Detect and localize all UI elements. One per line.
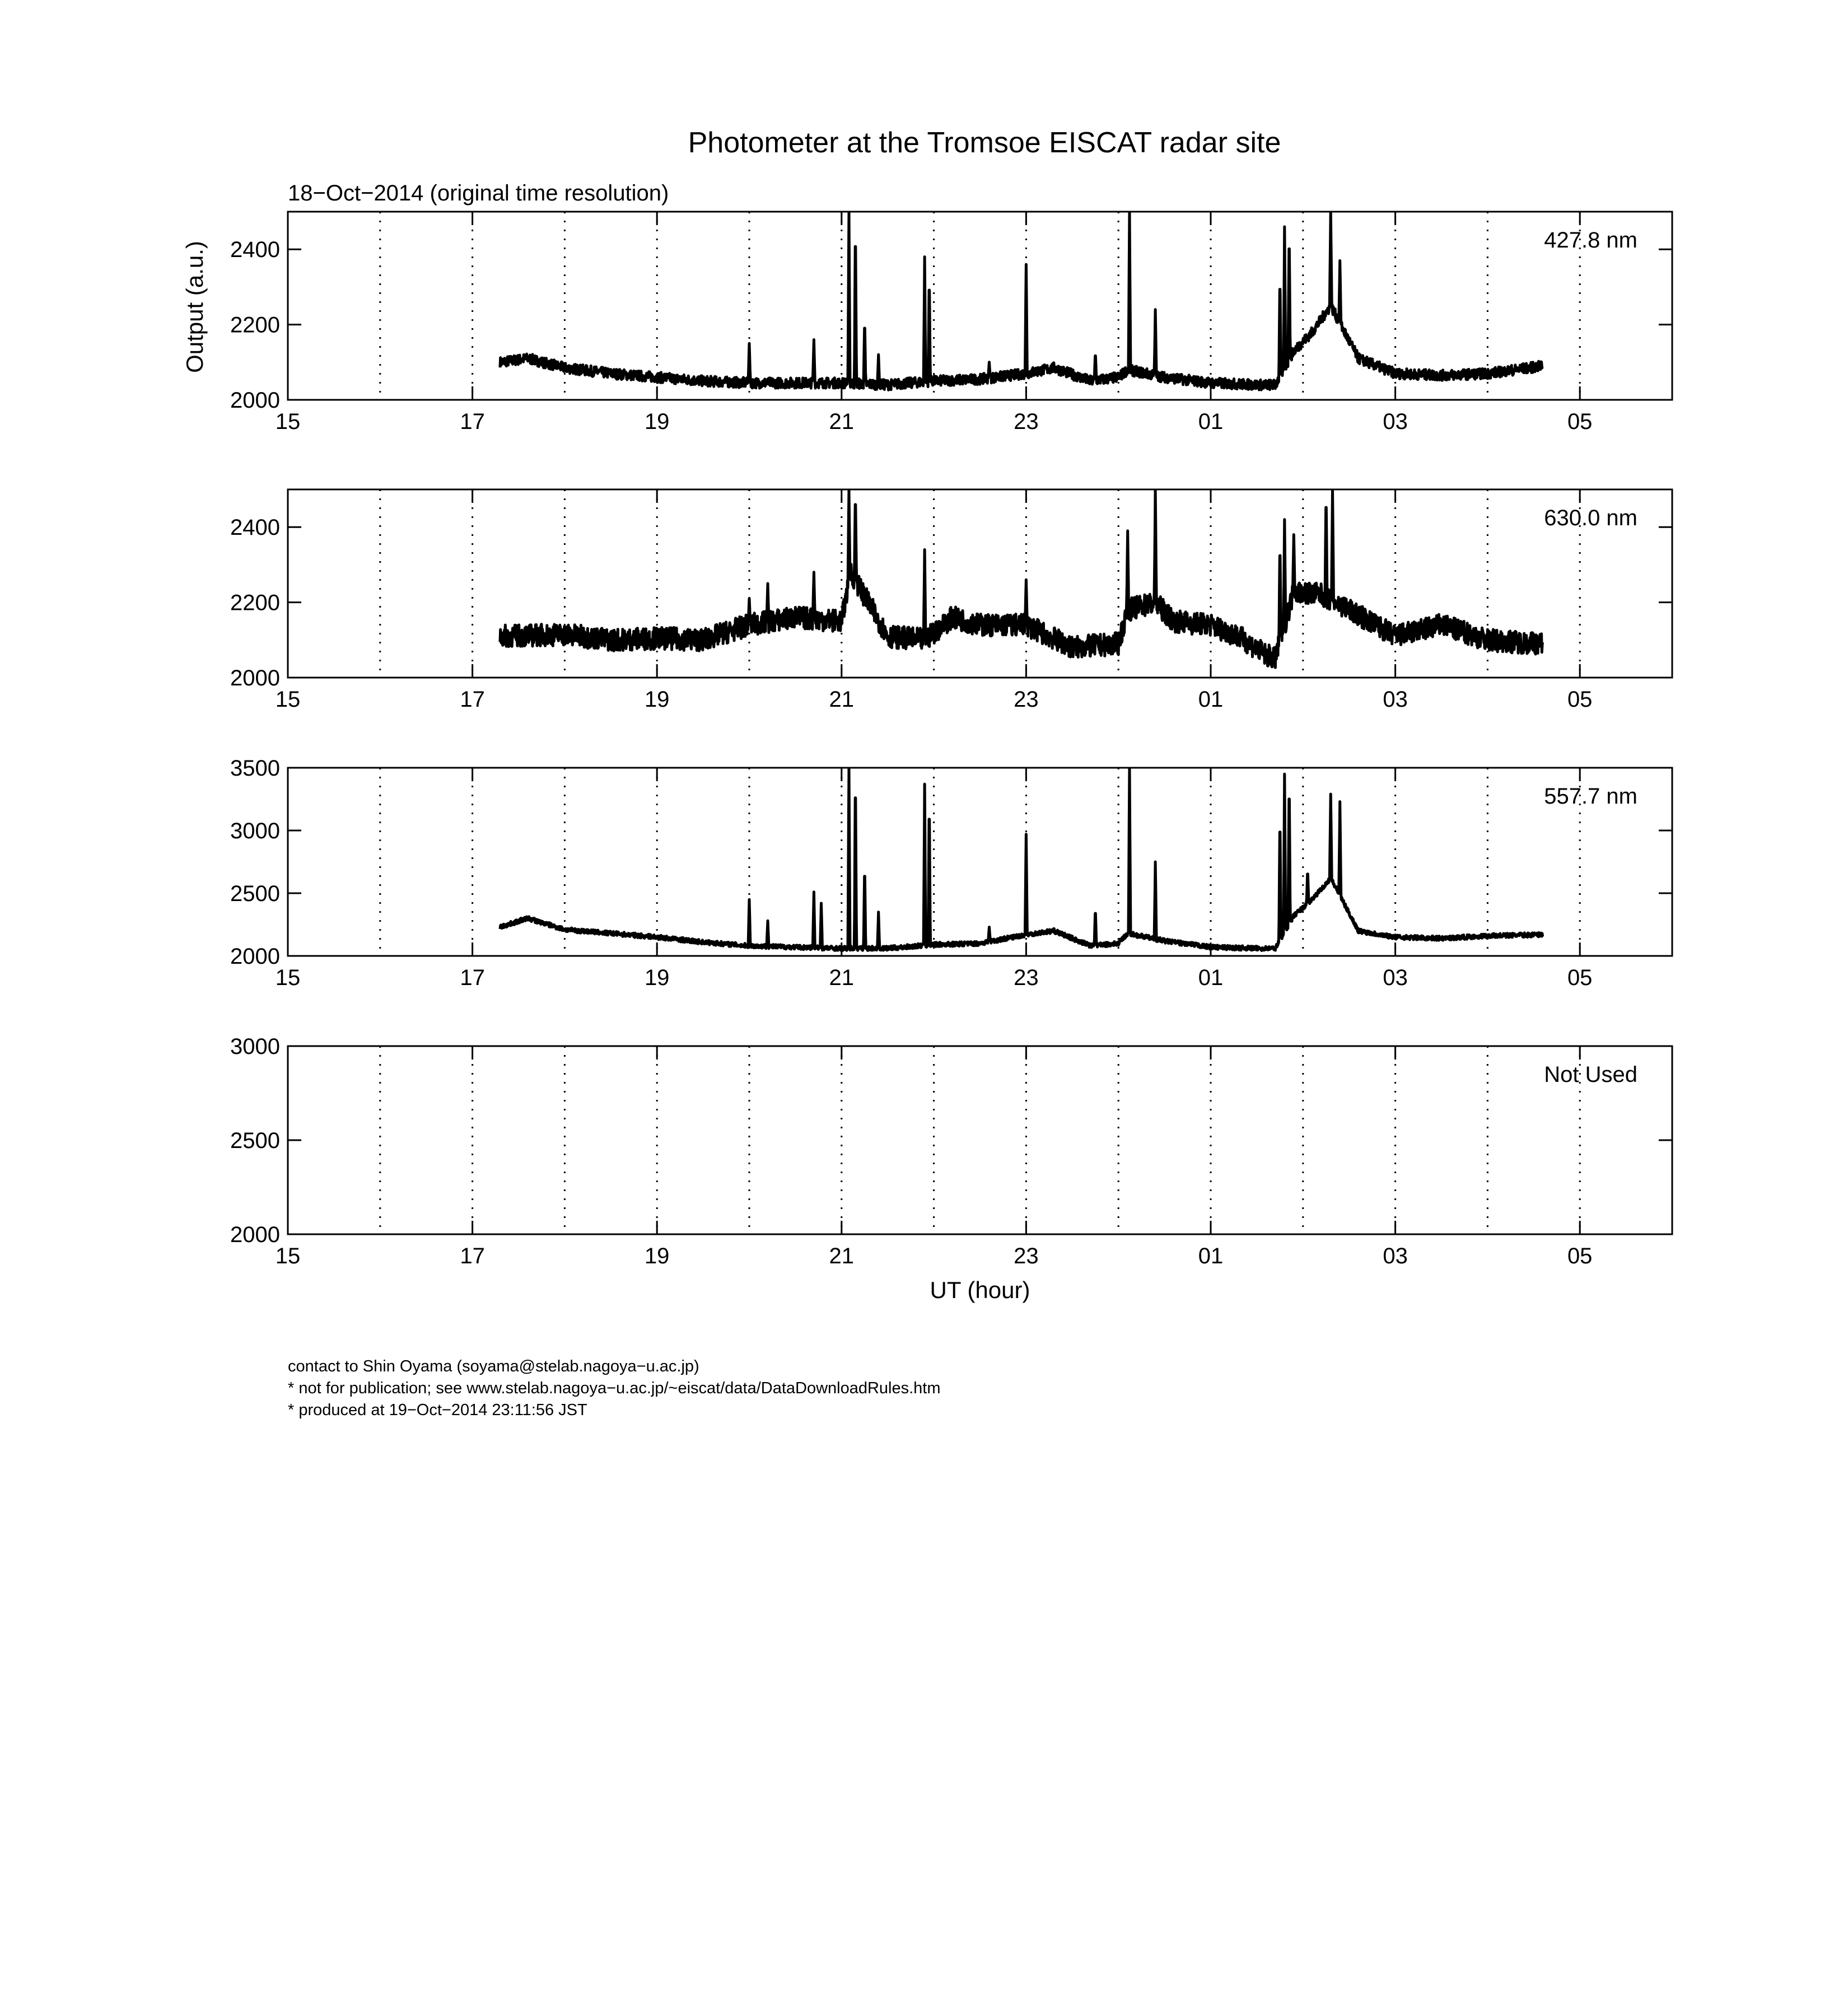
y-tick-label: 2400 [230, 237, 280, 263]
panel-1 [230, 212, 1672, 434]
panel-channel-label: 630.0 nm [1544, 506, 1637, 530]
panel-channel-label: Not Used [1544, 1062, 1637, 1087]
panel-frame [288, 768, 1672, 956]
y-tick-label: 2200 [230, 312, 280, 338]
y-tick-label: 2200 [230, 590, 280, 615]
x-axis-label: UT (hour) [930, 1277, 1030, 1303]
x-tick-label: 03 [1383, 965, 1408, 990]
x-tick-label: 01 [1198, 965, 1224, 990]
x-tick-label: 03 [1383, 409, 1408, 434]
x-tick-label: 19 [644, 1244, 670, 1268]
x-tick-label: 23 [1014, 965, 1039, 990]
x-tick-label: 05 [1567, 1244, 1593, 1268]
panels-group [230, 212, 1672, 1268]
x-tick-label: 23 [1014, 1244, 1039, 1268]
x-tick-label: 17 [460, 965, 485, 990]
x-tick-label: 15 [275, 687, 301, 712]
x-tick-label: 23 [1014, 409, 1039, 434]
panel-channel-label: 427.8 nm [1544, 228, 1637, 253]
y-axis-label: Output (a.u.) [181, 241, 208, 373]
x-tick-label: 01 [1198, 687, 1224, 712]
y-tick-label: 3500 [230, 756, 280, 781]
y-tick-label: 2500 [230, 1128, 280, 1153]
x-tick-label: 15 [275, 965, 301, 990]
footer-usage-note: * not for publication; see www.stelab.nagoya−u.ac.jp/~eiscat/data/DataDownloadRules.htm [288, 1379, 941, 1397]
x-tick-label: 21 [829, 1244, 855, 1268]
x-tick-label: 19 [644, 409, 670, 434]
x-tick-label: 05 [1567, 687, 1593, 712]
chart-title: Photometer at the Tromsoe EISCAT radar site [688, 127, 1281, 159]
x-tick-label: 03 [1383, 687, 1408, 712]
footer-contact: contact to Shin Oyama (soyama@stelab.nagoya−u.ac.jp) [288, 1357, 699, 1375]
panel-4 [230, 1034, 1672, 1268]
x-tick-label: 15 [275, 409, 301, 434]
x-tick-label: 01 [1198, 409, 1224, 434]
x-tick-label: 19 [644, 965, 670, 990]
data-trace-630-0-nm [500, 489, 1543, 668]
x-tick-label: 15 [275, 1244, 301, 1268]
x-tick-label: 19 [644, 687, 670, 712]
y-tick-label: 2000 [230, 388, 280, 413]
data-trace-427-8-nm [500, 212, 1543, 390]
x-tick-label: 17 [460, 1244, 485, 1268]
panel-channel-label: 557.7 nm [1544, 784, 1637, 809]
y-tick-label: 2000 [230, 944, 280, 969]
y-tick-label: 3000 [230, 1034, 280, 1059]
y-tick-label: 3000 [230, 819, 280, 843]
x-tick-label: 03 [1383, 1244, 1408, 1268]
panel-3 [230, 756, 1672, 990]
x-tick-label: 23 [1014, 687, 1039, 712]
y-tick-label: 2000 [230, 666, 280, 690]
x-tick-label: 21 [829, 965, 855, 990]
x-tick-label: 17 [460, 409, 485, 434]
footer-produced-at: * produced at 19−Oct−2014 23:11:56 JST [288, 1401, 587, 1419]
panel-2 [230, 489, 1672, 712]
x-tick-label: 17 [460, 687, 485, 712]
x-tick-label: 21 [829, 409, 855, 434]
x-tick-label: 21 [829, 687, 855, 712]
panel-frame [288, 489, 1672, 678]
y-tick-label: 2500 [230, 881, 280, 906]
chart-subtitle: 18−Oct−2014 (original time resolution) [288, 181, 669, 206]
x-tick-label: 05 [1567, 965, 1593, 990]
y-tick-label: 2000 [230, 1222, 280, 1247]
panel-frame [288, 1046, 1672, 1234]
x-tick-label: 01 [1198, 1244, 1224, 1268]
y-tick-label: 2400 [230, 515, 280, 540]
x-tick-label: 05 [1567, 409, 1593, 434]
